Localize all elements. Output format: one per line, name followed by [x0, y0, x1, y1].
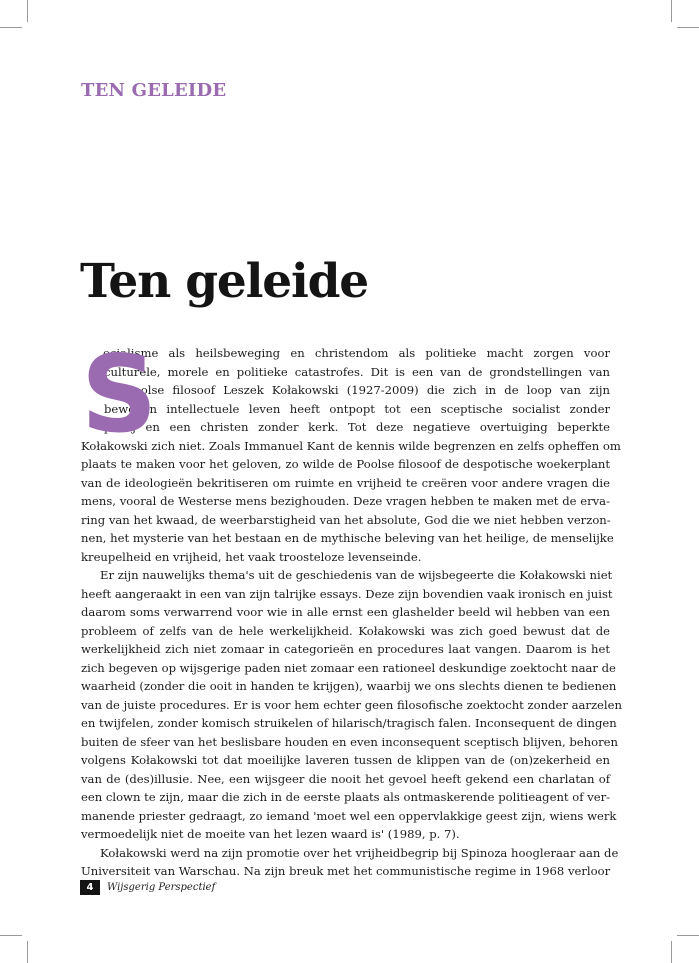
crop-mark: [0, 935, 22, 936]
crop-mark: [27, 941, 28, 963]
body-line: probleem of zelfs van de hele werkelijkheid. Kołakowski was zich goed bewust dat de: [81, 623, 610, 638]
body-line: Kołakowski zich niet. Zoals Immanuel Kant de kennis wilde begrenzen en zelfs opheffen om: [81, 438, 621, 453]
body-line: bewogen intellectuele leven heeft ontpopt tot een sceptische socialist zonder: [104, 401, 610, 416]
crop-mark: [27, 0, 28, 22]
section-label: TEN GELEIDE: [81, 80, 227, 101]
body-line: zich begeven op wijsgerige paden niet zomaar een rationeel deskundige zoektocht naar de: [81, 660, 616, 675]
body-line: volgens Kołakowski tot dat moeilijke laveren tussen de klippen van de (on)zekerheid en: [81, 753, 610, 767]
crop-mark: [671, 0, 672, 22]
page-number: 4: [80, 880, 100, 895]
body-line: kreupelheid en vrijheid, het vaak troosteloze levenseinde.: [81, 549, 422, 564]
body-line: partij en een christen zonder kerk. Tot deze negatieve overtuiging beperkte: [104, 420, 610, 434]
body-line: een clown te zijn, maar die zich in de eerste plaats als ontmaskerende politieagent of ver-: [81, 790, 611, 804]
body-line: ocialisme als heilsbeweging en christendom als politieke macht zorgen voor: [103, 346, 610, 360]
body-line: en twijfelen, zonder komisch struikelen of hilarisch/tragisch falen. Inconsequent de dingen: [81, 716, 617, 730]
body-line: heeft aangeraakt in een van zijn talrijke essays. Deze zijn bovendien vaak ironisch en juist: [81, 586, 613, 601]
journal-name: Wijsgerig Perspectief: [107, 882, 216, 893]
body-line: Kołakowski werd na zijn promotie over het vrijheidbegrip bij Spinoza hoogleraar aan de: [100, 845, 619, 860]
body-line: waarheid (zonder die ooit in handen te krijgen), waarbij we ons slechts dienen te bedienen: [81, 679, 617, 693]
body-line: plaats te maken voor het geloven, zo wilde de Poolse filosoof de despotische woekerplant: [81, 457, 610, 471]
article-title: Ten geleide: [80, 254, 368, 309]
crop-mark: [671, 941, 672, 963]
body-line: van de (des)illusie. Nee, een wijsgeer die nooit het gevoel heeft gekend een charlatan of: [81, 771, 610, 786]
body-line: daarom soms verwarrend voor wie in alle ernst een glashelder beeld wil hebben van een: [81, 605, 610, 619]
body-line: Universiteit van Warschau. Na zijn breuk met het communistische regime in 1968 verloor: [81, 864, 611, 878]
body-line: manende priester gedraagt, zo iemand 'moet wel een oppervlakkige geest zijn, wiens werk: [81, 808, 617, 823]
crop-mark: [677, 27, 699, 28]
body-line: ring van het kwaad, de weerbarstigheid van het absolute, God die we niet hebben verzon-: [81, 512, 611, 527]
body-line: van de ideologieën bekritiseren om ruimte en vrijheid te creëren voor andere vragen die: [81, 475, 610, 490]
body-line: culturele, morele en politieke catastrofes. Dit is een van de grondstellingen van: [104, 364, 610, 379]
page-footer: [80, 880, 215, 895]
drop-cap: S: [81, 333, 158, 456]
article-body: [81, 333, 622, 881]
crop-mark: [677, 935, 699, 936]
body-line: Er zijn nauwelijks thema's uit de geschiedenis van de wijsbegeerte die Kołakowski niet: [100, 568, 613, 582]
body-line: werkelijkheid zich niet zomaar in categorieën en procedures laat vangen. Daarom is het: [81, 642, 610, 656]
body-line: buiten de sfeer van het beslisbare houden en even inconsequent sceptisch blijven, behoren: [81, 734, 618, 749]
body-line: de Poolse filosoof Leszek Kołakowski (1927-2009) die zich in de loop van zijn: [104, 383, 610, 397]
body-line: van de juiste procedures. Er is voor hem echter geen filosofische zoektocht zonder aarzelen: [81, 697, 622, 712]
body-line: mens, vooral de Westerse mens bezighouden. Deze vragen hebben te maken met de erva-: [81, 494, 610, 508]
body-line: vermoedelijk niet de moeite van het lezen waard is' (1989, p. 7).: [81, 827, 460, 841]
crop-mark: [0, 27, 22, 28]
body-line: nen, het mysterie van het bestaan en de mythische beleving van het heilige, de menselijke: [81, 531, 614, 545]
